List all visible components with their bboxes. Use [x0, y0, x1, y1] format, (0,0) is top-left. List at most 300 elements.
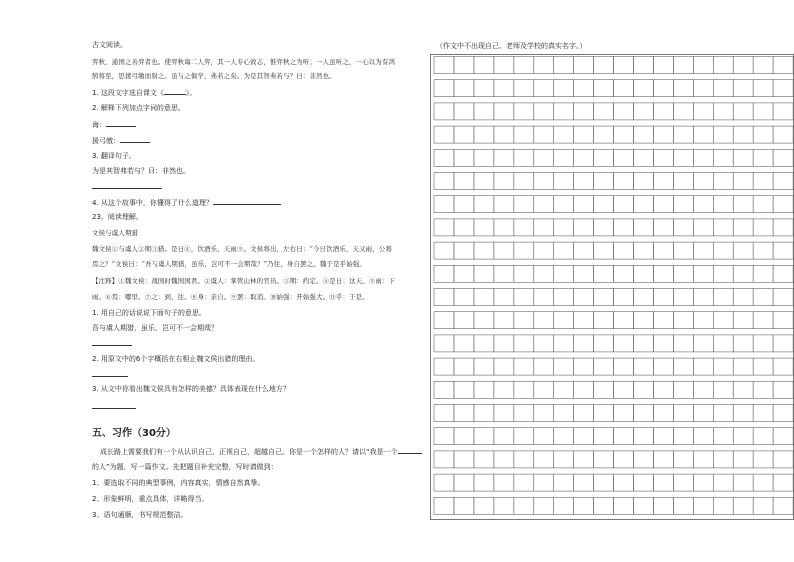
grid-cell[interactable] — [474, 289, 494, 306]
grid-cell[interactable] — [673, 103, 693, 120]
grid-cell[interactable] — [614, 242, 634, 259]
grid-cell[interactable] — [753, 289, 773, 306]
grid-cell[interactable] — [693, 335, 713, 352]
grid-cell[interactable] — [474, 149, 494, 166]
grid-cell[interactable] — [653, 312, 673, 329]
grid-cell[interactable] — [653, 149, 673, 166]
grid-cell[interactable] — [554, 289, 574, 306]
grid-cell[interactable] — [534, 242, 554, 259]
grid-cell[interactable] — [713, 173, 733, 190]
grid-cell[interactable] — [753, 149, 773, 166]
grid-cell[interactable] — [534, 335, 554, 352]
grid-cell[interactable] — [514, 242, 534, 259]
grid-cell[interactable] — [773, 265, 793, 282]
grid-cell[interactable] — [713, 80, 733, 97]
grid-cell[interactable] — [434, 358, 454, 375]
grid-cell[interactable] — [594, 149, 614, 166]
grid-cell[interactable] — [653, 405, 673, 422]
grid-cell[interactable] — [634, 126, 654, 143]
grid-cell[interactable] — [753, 242, 773, 259]
grid-cell[interactable] — [693, 219, 713, 236]
grid-cell[interactable] — [514, 358, 534, 375]
grid-cell[interactable] — [733, 497, 753, 514]
grid-cell[interactable] — [614, 405, 634, 422]
sub-question-2-answer-line[interactable] — [92, 376, 128, 377]
grid-cell[interactable] — [634, 381, 654, 398]
grid-cell[interactable] — [454, 497, 474, 514]
grid-cell[interactable] — [434, 219, 454, 236]
grid-cell[interactable] — [673, 196, 693, 213]
grid-cell[interactable] — [673, 474, 693, 491]
grid-cell[interactable] — [673, 219, 693, 236]
grid-cell[interactable] — [733, 103, 753, 120]
grid-cell[interactable] — [554, 335, 574, 352]
grid-cell[interactable] — [693, 289, 713, 306]
grid-cell[interactable] — [554, 451, 574, 468]
grid-cell[interactable] — [474, 219, 494, 236]
grid-cell[interactable] — [693, 149, 713, 166]
grid-cell[interactable] — [673, 428, 693, 445]
grid-cell[interactable] — [733, 265, 753, 282]
grid-cell[interactable] — [634, 265, 654, 282]
grid-row[interactable] — [434, 405, 793, 422]
grid-row[interactable] — [434, 312, 793, 329]
grid-cell[interactable] — [574, 497, 594, 514]
grid-cell[interactable] — [753, 57, 773, 74]
grid-cell[interactable] — [614, 173, 634, 190]
grid-cell[interactable] — [594, 497, 614, 514]
grid-cell[interactable] — [494, 196, 514, 213]
grid-cell[interactable] — [454, 381, 474, 398]
grid-row[interactable] — [434, 381, 793, 398]
grid-cell[interactable] — [554, 381, 574, 398]
grid-cell[interactable] — [614, 219, 634, 236]
grid-cell[interactable] — [773, 428, 793, 445]
grid-cell[interactable] — [693, 80, 713, 97]
grid-cell[interactable] — [434, 405, 454, 422]
grid-cell[interactable] — [653, 474, 673, 491]
grid-cell[interactable] — [673, 80, 693, 97]
grid-cell[interactable] — [434, 242, 454, 259]
grid-cell[interactable] — [554, 57, 574, 74]
grid-cell[interactable] — [474, 57, 494, 74]
grid-cell[interactable] — [594, 312, 614, 329]
grid-cell[interactable] — [713, 474, 733, 491]
grid-cell[interactable] — [693, 57, 713, 74]
grid-cell[interactable] — [594, 265, 614, 282]
grid-cell[interactable] — [594, 57, 614, 74]
grid-row[interactable] — [434, 242, 793, 259]
grid-cell[interactable] — [594, 451, 614, 468]
grid-cell[interactable] — [554, 219, 574, 236]
composition-grid[interactable] — [430, 54, 794, 520]
grid-cell[interactable] — [574, 196, 594, 213]
grid-cell[interactable] — [733, 173, 753, 190]
grid-cell[interactable] — [534, 219, 554, 236]
grid-cell[interactable] — [733, 196, 753, 213]
grid-cell[interactable] — [614, 428, 634, 445]
grid-cell[interactable] — [514, 80, 534, 97]
grid-cell[interactable] — [574, 103, 594, 120]
grid-cell[interactable] — [713, 242, 733, 259]
grid-row[interactable] — [434, 497, 793, 514]
grid-cell[interactable] — [653, 381, 673, 398]
grid-cell[interactable] — [434, 428, 454, 445]
grid-cell[interactable] — [554, 358, 574, 375]
grid-cell[interactable] — [454, 80, 474, 97]
grid-cell[interactable] — [574, 265, 594, 282]
grid-cell[interactable] — [594, 428, 614, 445]
question-2-b-blank[interactable] — [120, 136, 150, 143]
grid-cell[interactable] — [773, 497, 793, 514]
grid-cell[interactable] — [634, 173, 654, 190]
grid-cell[interactable] — [614, 103, 634, 120]
grid-cell[interactable] — [634, 80, 654, 97]
grid-cell[interactable] — [434, 173, 454, 190]
grid-cell[interactable] — [614, 80, 634, 97]
grid-cell[interactable] — [454, 149, 474, 166]
grid-cell[interactable] — [673, 405, 693, 422]
grid-cell[interactable] — [474, 428, 494, 445]
grid-cell[interactable] — [574, 312, 594, 329]
grid-cell[interactable] — [713, 289, 733, 306]
grid-cell[interactable] — [554, 196, 574, 213]
grid-cell[interactable] — [653, 497, 673, 514]
grid-cell[interactable] — [634, 242, 654, 259]
grid-cell[interactable] — [434, 381, 454, 398]
grid-cell[interactable] — [773, 242, 793, 259]
grid-cell[interactable] — [634, 103, 654, 120]
grid-cell[interactable] — [713, 265, 733, 282]
grid-cell[interactable] — [434, 451, 454, 468]
grid-cell[interactable] — [494, 358, 514, 375]
grid-cell[interactable] — [614, 381, 634, 398]
grid-cell[interactable] — [614, 358, 634, 375]
grid-cell[interactable] — [494, 474, 514, 491]
grid-cell[interactable] — [653, 219, 673, 236]
grid-cell[interactable] — [574, 80, 594, 97]
title-blank[interactable] — [398, 447, 422, 454]
grid-row[interactable] — [434, 173, 793, 190]
grid-cell[interactable] — [733, 219, 753, 236]
grid-cell[interactable] — [753, 451, 773, 468]
grid-cell[interactable] — [534, 265, 554, 282]
grid-cell[interactable] — [434, 57, 454, 74]
grid-cell[interactable] — [494, 381, 514, 398]
grid-cell[interactable] — [653, 126, 673, 143]
grid-cell[interactable] — [753, 335, 773, 352]
grid-cell[interactable] — [554, 103, 574, 120]
grid-cell[interactable] — [673, 381, 693, 398]
grid-row[interactable] — [434, 126, 793, 143]
grid-cell[interactable] — [554, 474, 574, 491]
grid-cell[interactable] — [434, 335, 454, 352]
grid-cell[interactable] — [554, 405, 574, 422]
grid-cell[interactable] — [534, 497, 554, 514]
grid-cell[interactable] — [773, 57, 793, 74]
grid-cell[interactable] — [594, 80, 614, 97]
grid-cell[interactable] — [634, 405, 654, 422]
grid-cell[interactable] — [574, 57, 594, 74]
grid-cell[interactable] — [773, 358, 793, 375]
grid-cell[interactable] — [454, 405, 474, 422]
grid-cell[interactable] — [434, 126, 454, 143]
grid-cell[interactable] — [554, 497, 574, 514]
grid-cell[interactable] — [753, 126, 773, 143]
grid-cell[interactable] — [574, 428, 594, 445]
grid-cell[interactable] — [534, 451, 554, 468]
grid-cell[interactable] — [733, 126, 753, 143]
grid-cell[interactable] — [773, 381, 793, 398]
grid-cell[interactable] — [753, 497, 773, 514]
question-1-blank[interactable] — [164, 88, 186, 95]
grid-row[interactable] — [434, 149, 793, 166]
question-2-a-blank[interactable] — [106, 120, 136, 127]
grid-cell[interactable] — [693, 381, 713, 398]
grid-cell[interactable] — [614, 196, 634, 213]
grid-cell[interactable] — [534, 381, 554, 398]
grid-cell[interactable] — [474, 451, 494, 468]
grid-cell[interactable] — [454, 242, 474, 259]
grid-cell[interactable] — [614, 149, 634, 166]
grid-cell[interactable] — [554, 149, 574, 166]
grid-cell[interactable] — [753, 173, 773, 190]
grid-cell[interactable] — [614, 474, 634, 491]
grid-cell[interactable] — [534, 196, 554, 213]
grid-cell[interactable] — [534, 358, 554, 375]
grid-row[interactable] — [434, 265, 793, 282]
grid-cell[interactable] — [594, 103, 614, 120]
grid-cell[interactable] — [713, 381, 733, 398]
grid-cell[interactable] — [614, 126, 634, 143]
grid-cell[interactable] — [494, 289, 514, 306]
grid-cell[interactable] — [773, 126, 793, 143]
grid-cell[interactable] — [574, 149, 594, 166]
grid-cell[interactable] — [594, 474, 614, 491]
grid-cell[interactable] — [733, 80, 753, 97]
grid-cell[interactable] — [753, 474, 773, 491]
sub-question-3-answer-line[interactable] — [92, 408, 136, 409]
grid-cell[interactable] — [753, 80, 773, 97]
grid-cell[interactable] — [733, 358, 753, 375]
grid-cell[interactable] — [494, 126, 514, 143]
grid-cell[interactable] — [534, 173, 554, 190]
grid-cell[interactable] — [554, 80, 574, 97]
grid-cell[interactable] — [673, 57, 693, 74]
grid-cell[interactable] — [434, 103, 454, 120]
grid-cell[interactable] — [733, 474, 753, 491]
grid-cell[interactable] — [554, 242, 574, 259]
grid-cell[interactable] — [733, 405, 753, 422]
grid-cell[interactable] — [773, 474, 793, 491]
grid-cell[interactable] — [474, 103, 494, 120]
grid-cell[interactable] — [434, 289, 454, 306]
grid-cell[interactable] — [434, 497, 454, 514]
grid-cell[interactable] — [554, 265, 574, 282]
grid-cell[interactable] — [494, 497, 514, 514]
grid-cell[interactable] — [494, 265, 514, 282]
grid-cell[interactable] — [514, 219, 534, 236]
grid-cell[interactable] — [773, 80, 793, 97]
grid-cell[interactable] — [534, 289, 554, 306]
grid-cell[interactable] — [733, 57, 753, 74]
grid-cell[interactable] — [554, 173, 574, 190]
grid-cell[interactable] — [514, 312, 534, 329]
grid-cell[interactable] — [614, 312, 634, 329]
sub-question-1-answer-line[interactable] — [92, 345, 132, 346]
grid-cell[interactable] — [514, 149, 534, 166]
grid-cell[interactable] — [494, 335, 514, 352]
grid-cell[interactable] — [634, 497, 654, 514]
grid-cell[interactable] — [574, 358, 594, 375]
grid-cell[interactable] — [534, 126, 554, 143]
grid-row[interactable] — [434, 451, 793, 468]
grid-cell[interactable] — [673, 265, 693, 282]
grid-cell[interactable] — [713, 57, 733, 74]
grid-cell[interactable] — [594, 196, 614, 213]
grid-cell[interactable] — [693, 474, 713, 491]
grid-cell[interactable] — [653, 335, 673, 352]
grid-row[interactable] — [434, 219, 793, 236]
grid-cell[interactable] — [653, 80, 673, 97]
grid-cell[interactable] — [514, 57, 534, 74]
grid-cell[interactable] — [534, 103, 554, 120]
grid-cell[interactable] — [773, 149, 793, 166]
grid-cell[interactable] — [733, 451, 753, 468]
grid-cell[interactable] — [594, 126, 614, 143]
grid-cell[interactable] — [733, 381, 753, 398]
grid-cell[interactable] — [534, 57, 554, 74]
grid-cell[interactable] — [634, 219, 654, 236]
grid-row[interactable] — [434, 474, 793, 491]
grid-cell[interactable] — [474, 381, 494, 398]
grid-cell[interactable] — [434, 312, 454, 329]
grid-cell[interactable] — [753, 312, 773, 329]
grid-cell[interactable] — [773, 103, 793, 120]
grid-cell[interactable] — [693, 242, 713, 259]
grid-cell[interactable] — [634, 474, 654, 491]
grid-cell[interactable] — [514, 451, 534, 468]
grid-cell[interactable] — [574, 242, 594, 259]
grid-cell[interactable] — [474, 80, 494, 97]
grid-cell[interactable] — [713, 149, 733, 166]
grid-row[interactable] — [434, 57, 793, 74]
grid-cell[interactable] — [454, 57, 474, 74]
grid-cell[interactable] — [454, 126, 474, 143]
grid-cell[interactable] — [653, 265, 673, 282]
grid-cell[interactable] — [673, 126, 693, 143]
grid-cell[interactable] — [713, 103, 733, 120]
grid-cell[interactable] — [693, 103, 713, 120]
grid-cell[interactable] — [713, 405, 733, 422]
grid-cell[interactable] — [494, 57, 514, 74]
grid-cell[interactable] — [514, 428, 534, 445]
grid-cell[interactable] — [614, 289, 634, 306]
grid-cell[interactable] — [534, 312, 554, 329]
question-4-blank[interactable] — [213, 198, 281, 205]
grid-cell[interactable] — [454, 358, 474, 375]
grid-cell[interactable] — [634, 358, 654, 375]
grid-cell[interactable] — [653, 196, 673, 213]
grid-cell[interactable] — [693, 358, 713, 375]
grid-cell[interactable] — [673, 289, 693, 306]
grid-cell[interactable] — [614, 265, 634, 282]
grid-cell[interactable] — [693, 497, 713, 514]
grid-cell[interactable] — [733, 149, 753, 166]
grid-cell[interactable] — [534, 405, 554, 422]
grid-cell[interactable] — [614, 497, 634, 514]
grid-cell[interactable] — [693, 405, 713, 422]
grid-cell[interactable] — [594, 335, 614, 352]
grid-cell[interactable] — [574, 451, 594, 468]
grid-cell[interactable] — [554, 126, 574, 143]
grid-cell[interactable] — [653, 57, 673, 74]
grid-cell[interactable] — [693, 312, 713, 329]
grid-cell[interactable] — [454, 474, 474, 491]
grid-cell[interactable] — [474, 242, 494, 259]
grid-cell[interactable] — [773, 335, 793, 352]
grid-cell[interactable] — [574, 335, 594, 352]
grid-cell[interactable] — [634, 335, 654, 352]
grid-cell[interactable] — [733, 242, 753, 259]
grid-cell[interactable] — [673, 451, 693, 468]
grid-row[interactable] — [434, 80, 793, 97]
grid-cell[interactable] — [713, 196, 733, 213]
grid-cell[interactable] — [474, 312, 494, 329]
grid-cell[interactable] — [574, 474, 594, 491]
grid-cell[interactable] — [713, 219, 733, 236]
grid-cell[interactable] — [594, 173, 614, 190]
grid-cell[interactable] — [673, 335, 693, 352]
grid-cell[interactable] — [454, 289, 474, 306]
grid-cell[interactable] — [753, 428, 773, 445]
grid-cell[interactable] — [653, 242, 673, 259]
grid-cell[interactable] — [454, 173, 474, 190]
grid-cell[interactable] — [434, 149, 454, 166]
grid-cell[interactable] — [454, 451, 474, 468]
grid-cell[interactable] — [454, 312, 474, 329]
grid-cell[interactable] — [574, 405, 594, 422]
grid-cell[interactable] — [494, 405, 514, 422]
grid-cell[interactable] — [653, 451, 673, 468]
grid-cell[interactable] — [634, 428, 654, 445]
grid-cell[interactable] — [554, 428, 574, 445]
grid-cell[interactable] — [594, 381, 614, 398]
grid-cell[interactable] — [514, 196, 534, 213]
grid-cell[interactable] — [534, 474, 554, 491]
grid-cell[interactable] — [713, 428, 733, 445]
grid-cell[interactable] — [634, 312, 654, 329]
grid-cell[interactable] — [733, 312, 753, 329]
grid-cell[interactable] — [753, 381, 773, 398]
grid-cell[interactable] — [474, 358, 494, 375]
grid-cell[interactable] — [773, 289, 793, 306]
grid-cell[interactable] — [713, 497, 733, 514]
grid-cell[interactable] — [494, 242, 514, 259]
grid-cell[interactable] — [614, 335, 634, 352]
grid-cell[interactable] — [474, 405, 494, 422]
grid-cell[interactable] — [454, 219, 474, 236]
grid-cell[interactable] — [494, 219, 514, 236]
grid-cell[interactable] — [673, 358, 693, 375]
grid-cell[interactable] — [434, 80, 454, 97]
grid-cell[interactable] — [773, 196, 793, 213]
grid-cell[interactable] — [773, 405, 793, 422]
grid-cell[interactable] — [454, 335, 474, 352]
grid-cell[interactable] — [514, 126, 534, 143]
grid-cell[interactable] — [514, 265, 534, 282]
grid-cell[interactable] — [693, 451, 713, 468]
